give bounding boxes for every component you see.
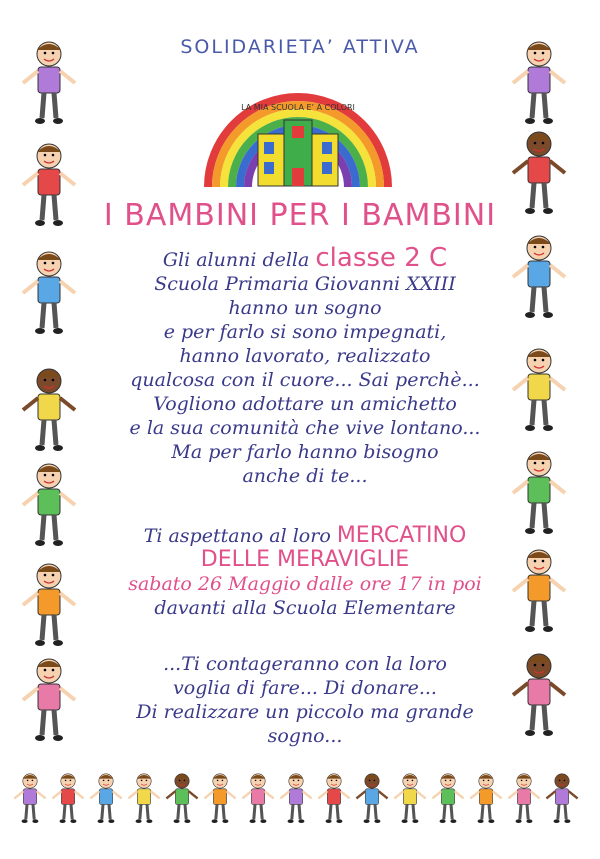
closing-line: voglia di fare... Di donare...	[173, 677, 437, 699]
closing-paragraph	[95, 652, 515, 748]
page-title: SOLIDARIETA’ ATTIVA	[180, 36, 420, 58]
child-figure-icon	[240, 760, 276, 838]
child-figure-icon	[392, 760, 428, 838]
intro-line-1-prefix: Gli alunni della	[162, 249, 310, 271]
child-figure-icon	[468, 760, 504, 838]
event-line-1-prefix: Ti aspettano al loro	[143, 525, 331, 547]
headline: I BAMBINI PER I BAMBINI	[103, 198, 497, 233]
intro-line-1	[95, 243, 515, 273]
event-line-1	[95, 524, 515, 548]
intro-line: Ma per farlo hanno bisogno	[171, 441, 439, 463]
child-figure-icon	[278, 760, 314, 838]
child-figure-icon	[18, 248, 80, 340]
event-place: davanti alla Scuola Elementare	[154, 597, 456, 619]
child-figure-icon	[354, 760, 390, 838]
class-name: classe 2 C	[315, 243, 448, 273]
event-paragraph	[95, 524, 515, 620]
child-figure-icon	[88, 760, 124, 838]
child-figure-icon	[508, 448, 570, 540]
intro-line: anche di te...	[242, 465, 368, 487]
child-figure-icon	[164, 760, 200, 838]
child-figure-icon	[18, 655, 80, 747]
event-name-part-2: DELLE MERAVIGLIE	[200, 547, 410, 572]
child-figure-icon	[316, 760, 352, 838]
child-figure-icon	[126, 760, 162, 838]
intro-line: Scuola Primaria Giovanni XXIII	[154, 273, 456, 295]
intro-line: e la sua comunità che vive lontano...	[129, 417, 481, 439]
child-figure-icon	[12, 760, 48, 838]
child-figure-icon	[18, 365, 80, 457]
child-figure-icon	[508, 650, 570, 742]
child-figure-icon	[430, 760, 466, 838]
child-figure-icon	[508, 232, 570, 324]
intro-line: Vogliono adottare un amichetto	[153, 393, 457, 415]
child-figure-icon	[18, 38, 80, 130]
child-figure-icon	[18, 560, 80, 652]
event-date: sabato 26 Maggio dalle ore 17 in poi	[128, 573, 482, 595]
child-figure-icon	[508, 546, 570, 638]
child-figure-icon	[508, 128, 570, 220]
child-figure-icon	[202, 760, 238, 838]
intro-line: qualcosa con il cuore... Sai perchè...	[130, 369, 480, 391]
event-name-part-1: MERCATINO	[336, 523, 467, 548]
intro-line: e per farlo si sono impegnati,	[163, 321, 447, 343]
closing-line: ...Ti contageranno con la loro	[163, 653, 447, 675]
child-figure-icon	[18, 140, 80, 232]
child-figure-icon	[50, 760, 86, 838]
logo-arc-text: LA MIA SCUOLA E’ A COLORI	[241, 103, 355, 112]
intro-paragraph	[95, 243, 515, 488]
school-rainbow-logo	[198, 72, 398, 192]
intro-line: hanno lavorato, realizzato	[179, 345, 431, 367]
intro-line: hanno un sogno	[228, 297, 382, 319]
closing-line: Di realizzare un piccolo ma grande	[136, 701, 474, 723]
child-figure-icon	[506, 760, 542, 838]
child-figure-icon	[18, 460, 80, 552]
child-figure-icon	[508, 38, 570, 130]
child-figure-icon	[544, 760, 580, 838]
closing-line: sogno...	[267, 725, 343, 747]
child-figure-icon	[508, 345, 570, 437]
